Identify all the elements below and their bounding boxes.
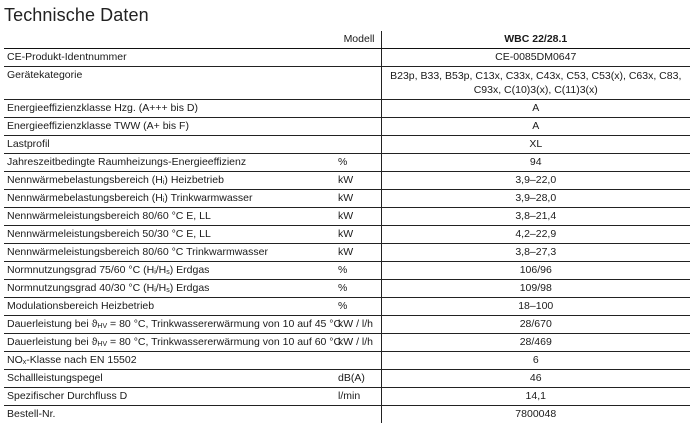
header-model-cell: WBC 22/28.1	[381, 31, 690, 49]
row-label: Nennwärmebelastungsbereich $(H_i)$ Heizbetrieb	[4, 172, 338, 190]
table-row	[4, 226, 690, 244]
row-label: Nennwärmeleistungsbereich 80/60 °C Trinkwarmwasser	[4, 244, 338, 262]
row-label: Gerätekategorie	[4, 67, 338, 100]
table-row	[4, 136, 690, 154]
row-unit: kW	[338, 190, 381, 208]
row-unit: %	[338, 154, 381, 172]
table-row	[4, 172, 690, 190]
row-value: 7800048	[381, 406, 690, 423]
table-row	[4, 49, 690, 67]
row-unit: kW / l/h	[338, 334, 381, 352]
row-value: 3,9–22,0	[381, 172, 690, 190]
row-label: Jahreszeitbedingte Raumheizungs-Energieeffizienz	[4, 154, 338, 172]
row-value: A	[381, 118, 690, 136]
row-value: 14,1	[381, 388, 690, 406]
table-row	[4, 262, 690, 280]
table-row	[4, 154, 690, 172]
row-value: 28/469	[381, 334, 690, 352]
row-label: Normnutzungsgrad 40/30 °C $(H_i/H_s)$ Erdgas	[4, 280, 338, 298]
row-unit: kW	[338, 208, 381, 226]
row-value: 3,8–21,4	[381, 208, 690, 226]
row-value: 6	[381, 352, 690, 370]
row-label: Normnutzungsgrad 75/60 °C $(H_i/H_s)$ Erdgas	[4, 262, 338, 280]
table-row	[4, 370, 690, 388]
row-unit	[338, 406, 381, 423]
row-unit: dB(A)	[338, 370, 381, 388]
row-label: Spezifischer Durchfluss D	[4, 388, 338, 406]
row-value: 46	[381, 370, 690, 388]
technical-data-table	[4, 31, 690, 423]
row-label: Nennwärmeleistungsbereich 80/60 °C E, LL	[4, 208, 338, 226]
row-unit	[338, 352, 381, 370]
page-title: Technische Daten	[4, 5, 149, 26]
row-value: 28/670	[381, 316, 690, 334]
row-label: Lastprofil	[4, 136, 338, 154]
table-row	[4, 100, 690, 118]
row-unit: kW / l/h	[338, 316, 381, 334]
table-row	[4, 406, 690, 423]
row-unit: %	[338, 262, 381, 280]
table-row	[4, 298, 690, 316]
table-row	[4, 118, 690, 136]
row-label: Energieeffizienzklasse TWW (A+ bis F)	[4, 118, 338, 136]
row-unit: kW	[338, 226, 381, 244]
row-unit	[338, 100, 381, 118]
row-unit: kW	[338, 244, 381, 262]
row-label: CE-Produkt-Identnummer	[4, 49, 338, 67]
table-row	[4, 280, 690, 298]
row-unit	[338, 67, 381, 100]
header-unit-cell: Modell	[338, 31, 381, 49]
row-unit: %	[338, 280, 381, 298]
row-label: Energieeffizienzklasse Hzg. (A+++ bis D)	[4, 100, 338, 118]
row-unit: %	[338, 298, 381, 316]
row-value: A	[381, 100, 690, 118]
table-header-row	[4, 31, 690, 49]
row-label: Schallleistungspegel	[4, 370, 338, 388]
row-label: Modulationsbereich Heizbetrieb	[4, 298, 338, 316]
row-label: Nennwärmebelastungsbereich $(H_i)$ Trinkwarmwasser	[4, 190, 338, 208]
table-row	[4, 352, 690, 370]
row-value: CE-0085DM0647	[381, 49, 690, 67]
row-value: 106/96	[381, 262, 690, 280]
row-value: B23p, B33, B53p, C13x, C33x, C43x, C53, C53(x), C63x, C83, C93x, C(10)3(x), C(11)3(x)	[381, 67, 690, 100]
table-row	[4, 244, 690, 262]
row-unit	[338, 118, 381, 136]
row-unit: l/min	[338, 388, 381, 406]
row-value: 3,8–27,3	[381, 244, 690, 262]
row-value: 94	[381, 154, 690, 172]
row-value: 109/98	[381, 280, 690, 298]
row-label: Dauerleistung bei $ϑ_{HV} = 80$ °C, Trinkwassererwärmung von 10 auf 60 °C	[4, 334, 338, 352]
row-unit: kW	[338, 172, 381, 190]
row-value: 3,9–28,0	[381, 190, 690, 208]
row-value: 18–100	[381, 298, 690, 316]
row-label: $NO_x$-Klasse nach EN 15502	[4, 352, 338, 370]
table-row	[4, 208, 690, 226]
row-value: 4,2–22,9	[381, 226, 690, 244]
table-row	[4, 67, 690, 100]
header-label-cell	[4, 31, 338, 49]
row-label: Dauerleistung bei $ϑ_{HV} = 80$ °C, Trinkwassererwärmung von 10 auf 45 °C	[4, 316, 338, 334]
row-unit	[338, 49, 381, 67]
table-row	[4, 334, 690, 352]
row-label: Nennwärmeleistungsbereich 50/30 °C E, LL	[4, 226, 338, 244]
row-label: Bestell-Nr.	[4, 406, 338, 423]
table-row	[4, 190, 690, 208]
row-unit	[338, 136, 381, 154]
table-row	[4, 316, 690, 334]
row-value: XL	[381, 136, 690, 154]
table-row	[4, 388, 690, 406]
